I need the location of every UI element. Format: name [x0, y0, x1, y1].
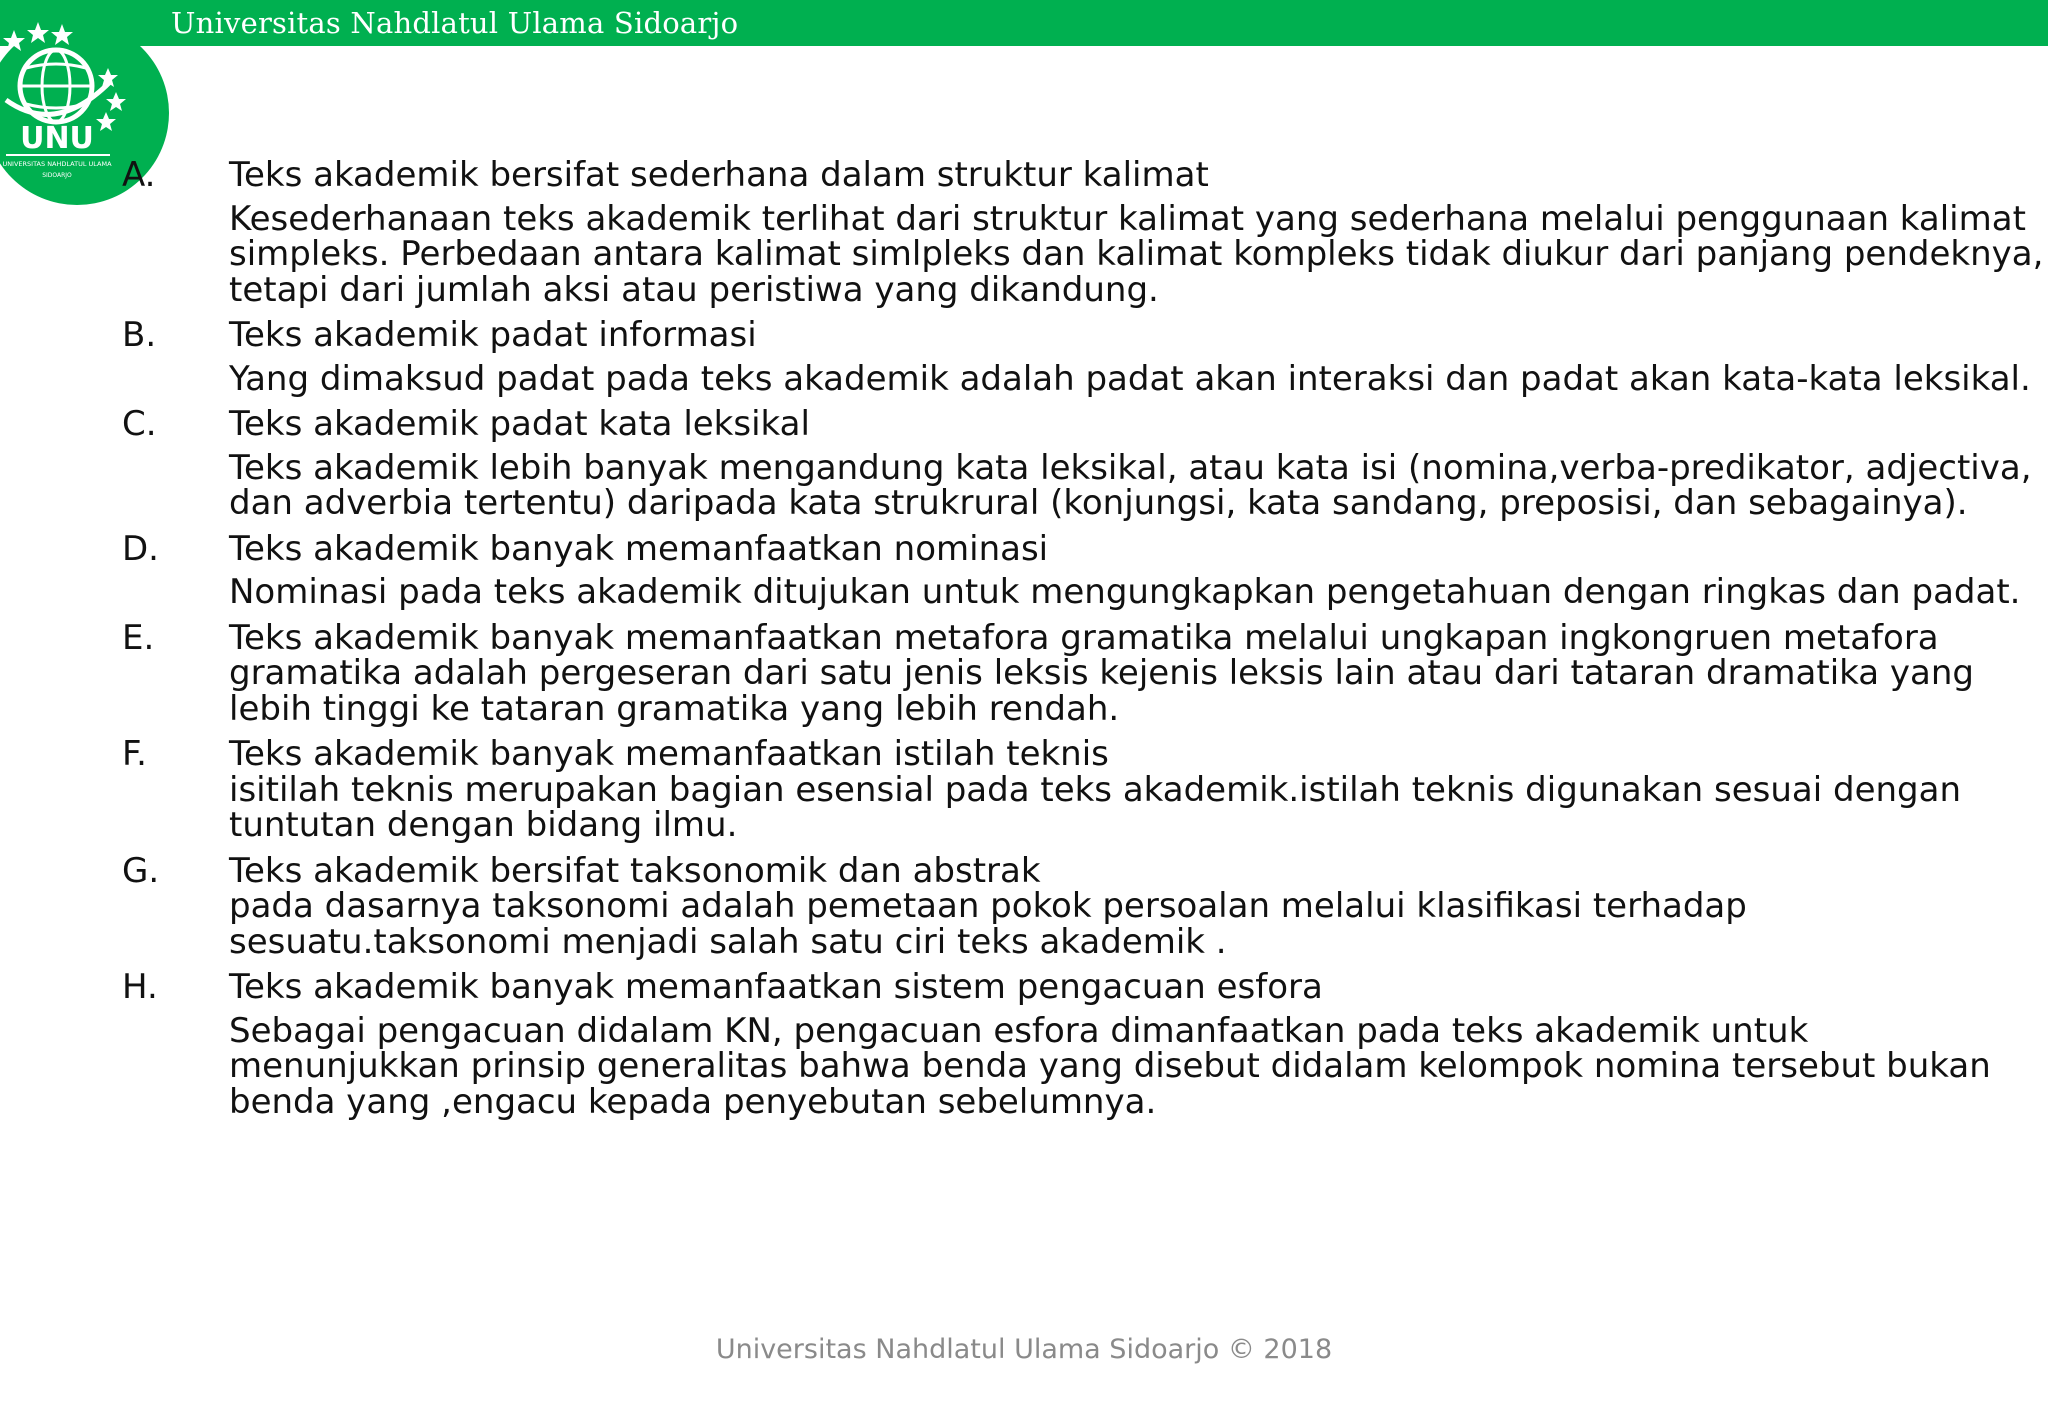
item-heading: Teks akademik padat kata leksikal	[229, 404, 810, 444]
item-letter: G.	[122, 850, 160, 891]
item-heading: Teks akademik bersifat sederhana dalam struktur kalimat	[229, 155, 1209, 195]
item-description: Sebagai pengacuan didalam KN, pengacuan esfora dimanfaatkan pada teks akademik untuk menunjukkan prinsip generalitas bahwa benda yang disebut didalam kelompok nomina tersebut bukan benda yang ,engacu kepada penyebutan sebelumnya.	[229, 1010, 1991, 1122]
item-letter: E.	[122, 617, 155, 658]
item-description: Kesederhanaan teks akademik terlihat dari struktur kalimat yang sederhana melalui penggunaan kalimat simpleks. Perbedaan antara kalimat simlpleks dan kalimat kompleks tidak diukur dari panjang pendeknya, tetapi dari jumlah aksi atau peristiwa yang dikandung.	[229, 198, 2044, 310]
list-item	[122, 967, 2022, 1122]
logo-city: SIDOARJO	[42, 172, 72, 179]
list-item	[122, 404, 2032, 523]
list-item	[122, 315, 2031, 399]
item-letter: B.	[122, 315, 157, 355]
list-item	[122, 617, 2022, 729]
list-item	[122, 734, 2022, 845]
item-heading: Teks akademik banyak memanfaatkan metafora gramatika melalui ungkapan ingkongruen metafora gramatika adalah pergeseran dari satu jenis leksis kejenis leksis lain atau dari tataran dramatika yang lebih tinggi ke tataran gramatika yang lebih rendah.	[229, 617, 1974, 729]
item-description: Yang dimaksud padat pada teks akademik adalah padat akan interaksi dan padat akan kata-kata leksikal.	[229, 358, 2031, 399]
item-letter: A.	[122, 155, 156, 195]
header-title: Universitas Nahdlatul Ulama Sidoarjo	[171, 6, 739, 40]
item-letter: H.	[122, 967, 158, 1007]
item-description: Teks akademik lebih banyak mengandung kata leksikal, atau kata isi (nomina,verba-predikator, adjectiva, dan adverbia tertentu) daripada kata strukrural (konjungsi, kata sandang, preposisi, dan sebagainya).	[229, 447, 2032, 523]
content-list	[122, 155, 2044, 1130]
item-letter: F.	[122, 734, 147, 774]
logo-subtext: UNIVERSITAS NAHDLATUL ULAMA	[2, 160, 112, 168]
footer-copyright: Universitas Nahdlatul Ulama Sidoarjo © 2018	[715, 1334, 1333, 1365]
item-description: pada dasarnya taksonomi adalah pemetaan pokok persoalan melalui klasifikasi terhadap sesuatu.taksonomi menjadi salah satu ciri teks akademik .	[229, 886, 1747, 962]
item-description: Nominasi pada teks akademik ditujukan untuk mengungkapkan pengetahuan dengan ringkas dan padat.	[229, 572, 2021, 612]
item-heading: Teks akademik banyak memanfaatkan nominasi	[229, 528, 1049, 569]
item-heading: Teks akademik padat informasi	[229, 315, 757, 355]
item-heading: Teks akademik banyak memanfaatkan sistem pengacuan esfora	[229, 967, 1323, 1007]
list-item	[122, 155, 2044, 310]
item-heading: Teks akademik bersifat taksonomik dan abstrak	[229, 850, 1041, 891]
item-letter: C.	[122, 404, 157, 444]
list-item	[122, 528, 2022, 612]
list-item	[122, 850, 2022, 962]
item-heading: Teks akademik banyak memanfaatkan istilah teknis	[229, 734, 1109, 774]
logo-text: UNU	[20, 121, 94, 156]
header-bar	[0, 0, 2048, 46]
item-description: isitilah teknis merupakan bagian esensial pada teks akademik.istilah teknis digunakan sesuai dengan tuntutan dengan bidang ilmu.	[229, 769, 1962, 845]
item-letter: D.	[122, 528, 159, 569]
